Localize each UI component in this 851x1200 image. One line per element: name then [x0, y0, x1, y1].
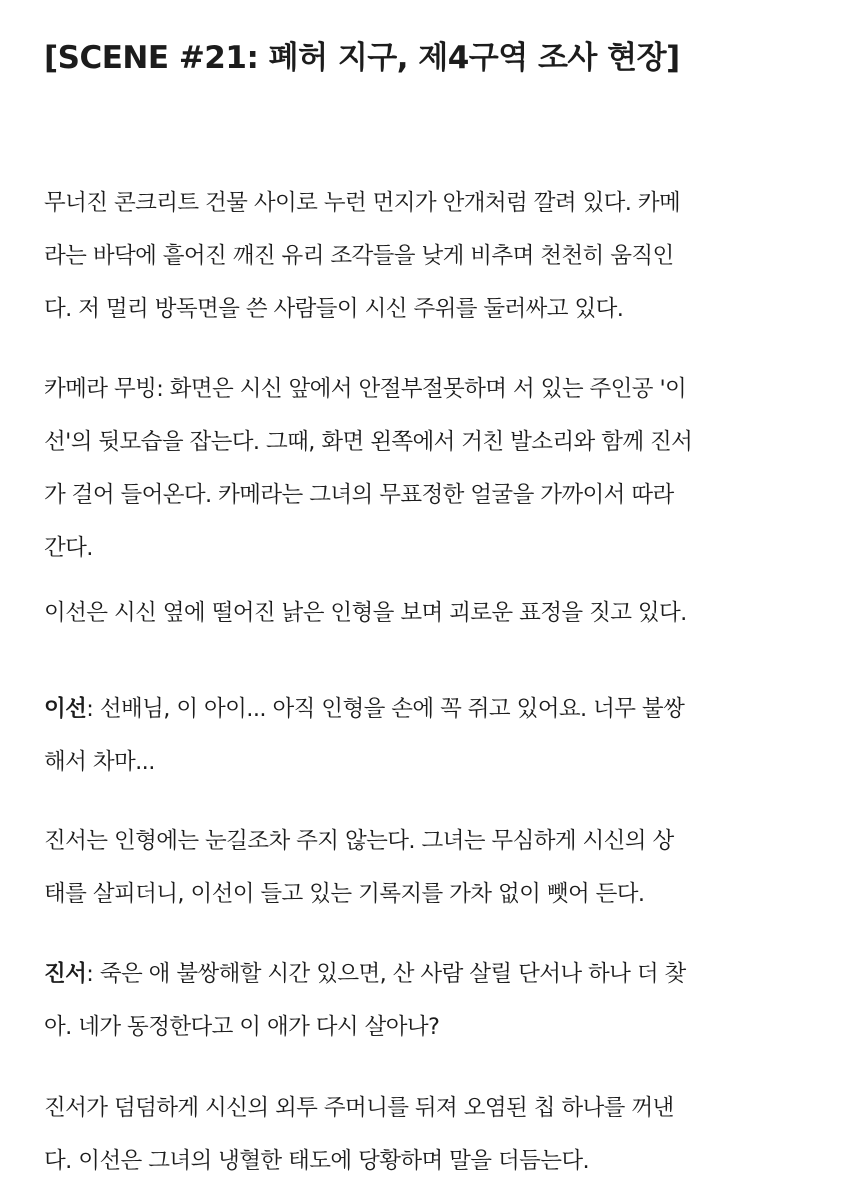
- text-line: 진서는 인형에는 눈길조차 주지 않는다. 그녀는 무심하게 시신의 상: [44, 828, 674, 854]
- dialogue-text: : 선배님, 이 아이... 아직 인형을 손에 꼭 쥐고 있어요. 너무 불쌍: [86, 696, 685, 722]
- text-line: 다. 이선은 그녀의 냉혈한 태도에 당황하며 말을 더듬는다.: [44, 1148, 590, 1174]
- text-line: 다. 저 멀리 방독면을 쓴 사람들이 시신 주위를 둘러싸고 있다.: [44, 296, 624, 322]
- dialogue-line: [44, 683, 814, 736]
- dialogue-text: : 죽은 애 불쌍해할 시간 있으면, 산 사람 살릴 단서나 하나 더 찾: [86, 961, 686, 987]
- text-line: 진서가 덤덤하게 시신의 외투 주머니를 뒤져 오염된 칩 하나를 꺼낸: [44, 1095, 674, 1121]
- camera-direction-paragraph: [44, 363, 814, 575]
- text-line: 해서 차마...: [44, 749, 155, 775]
- action-paragraph: [44, 1082, 814, 1188]
- text-line: 아. 네가 동정한다고 이 애가 다시 살아나?: [44, 1014, 440, 1040]
- text-line: 무너진 콘크리트 건물 사이로 누런 먼지가 안개처럼 깔려 있다. 카메: [44, 190, 681, 216]
- scene-title: [SCENE #21: 폐허 지구, 제4구역 조사 현장]: [44, 40, 680, 76]
- action-paragraph: [44, 587, 814, 640]
- dialogue-paragraph: [44, 683, 814, 789]
- dialogue-line: [44, 948, 814, 1001]
- action-paragraph: [44, 815, 814, 921]
- dialogue-paragraph: [44, 948, 814, 1054]
- script-page: [44, 0, 814, 1200]
- speaker-name: 이선: [44, 696, 87, 722]
- text-line: 라는 바닥에 흩어진 깨진 유리 조각들을 낮게 비추며 천천히 움직인: [44, 243, 674, 269]
- text-line: 선'의 뒷모습을 잡는다. 그때, 화면 왼쪽에서 거친 발소리와 함께 진서: [44, 429, 693, 455]
- text-line: 가 걸어 들어온다. 카메라는 그녀의 무표정한 얼굴을 가까이서 따라: [44, 482, 674, 508]
- text-line: 간다.: [44, 535, 93, 561]
- action-paragraph: [44, 177, 814, 336]
- text-line: 이선은 시신 옆에 떨어진 낡은 인형을 보며 괴로운 표정을 짓고 있다.: [44, 600, 687, 626]
- speaker-name: 진서: [44, 961, 87, 987]
- text-line: 카메라 무빙: 화면은 시신 앞에서 안절부절못하며 서 있는 주인공 '이: [44, 376, 687, 402]
- text-line: 태를 살피더니, 이선이 들고 있는 기록지를 가차 없이 뺏어 든다.: [44, 881, 645, 907]
